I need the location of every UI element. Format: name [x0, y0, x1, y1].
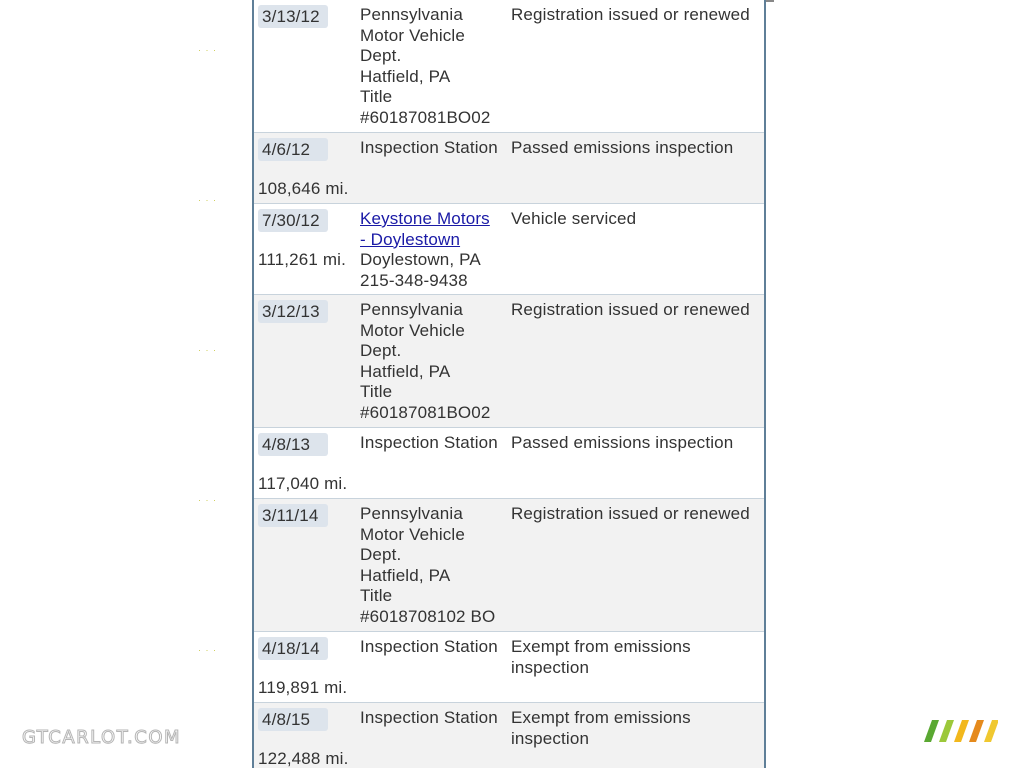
source-line: Hatfield, PA: [360, 66, 451, 86]
record-source: [360, 5, 508, 129]
comment-line: Registration issued or renewed: [511, 300, 750, 319]
source-line: Inspection Station: [360, 138, 498, 157]
record-mileage: 108,646 mi.: [258, 179, 349, 198]
record-source: [360, 300, 508, 424]
logo-stripe: [969, 720, 984, 742]
record-mileage: 117,040 mi.: [258, 474, 348, 493]
record-date-badge: 3/13/12: [258, 5, 328, 28]
logo-stripe: [924, 720, 939, 742]
source-line: Inspection Station: [360, 637, 498, 656]
record-comment: [511, 300, 761, 321]
side-dot-marker: · · ·: [198, 495, 217, 505]
record-date-badge: 7/30/12: [258, 209, 328, 232]
vehicle-history-table: [252, 0, 766, 768]
side-dot-marker: · · ·: [198, 45, 217, 55]
comment-line: Exempt from emissions: [511, 708, 691, 727]
striped-brand-logo-icon: [920, 720, 998, 742]
source-line: #60187081BO02: [360, 107, 491, 127]
source-line: Doylestown, PA: [360, 250, 481, 270]
source-line: Title: [360, 586, 393, 606]
record-date-badge: 4/8/15: [258, 708, 328, 731]
logo-stripe: [984, 720, 998, 742]
gtcarlot-watermark: GTCARLOT.COM: [22, 727, 182, 748]
source-line: Motor Vehicle: [360, 524, 465, 544]
history-record-row: [254, 499, 764, 632]
source-line: Dept.: [360, 341, 402, 361]
comment-line: Registration issued or renewed: [511, 5, 750, 24]
source-line: Pennsylvania: [360, 300, 463, 319]
history-record-row: [254, 295, 764, 428]
comment-line: Passed emissions inspection: [511, 138, 734, 157]
side-dot-marker: · · ·: [198, 345, 217, 355]
record-comment: [511, 5, 761, 26]
side-dot-marker: · · ·: [198, 195, 217, 205]
comment-line: inspection: [511, 728, 590, 748]
logo-stripe: [939, 720, 954, 742]
history-record-row: [254, 204, 764, 295]
record-source: [360, 138, 508, 159]
record-comment: [511, 637, 761, 678]
source-line: 215-348-9438: [360, 270, 468, 290]
record-comment: [511, 209, 761, 230]
source-link-line[interactable]: Keystone Motors: [360, 209, 490, 228]
record-date-badge: 4/6/12: [258, 138, 328, 161]
record-mileage: 122,488 mi.: [258, 749, 349, 768]
comment-line: Vehicle serviced: [511, 209, 637, 228]
record-source: [360, 637, 508, 658]
record-comment: [511, 708, 761, 749]
record-source: [360, 708, 508, 729]
history-record-row: [254, 703, 764, 768]
source-line: Pennsylvania: [360, 5, 463, 24]
record-date-badge: 4/8/13: [258, 433, 328, 456]
record-date-badge: 4/18/14: [258, 637, 328, 660]
source-link-line[interactable]: - Doylestown: [360, 229, 461, 249]
comment-line: Passed emissions inspection: [511, 433, 734, 452]
comment-line: inspection: [511, 657, 590, 677]
source-line: Hatfield, PA: [360, 565, 451, 585]
record-source: [360, 433, 508, 454]
comment-line: Registration issued or renewed: [511, 504, 750, 523]
source-line: Title: [360, 87, 393, 107]
source-line: Inspection Station: [360, 708, 498, 727]
source-line: #6018708102 BO: [360, 606, 496, 626]
source-line: Hatfield, PA: [360, 361, 451, 381]
record-source: [360, 209, 508, 291]
source-line: Dept.: [360, 46, 402, 66]
record-mileage: 119,891 mi.: [258, 678, 348, 697]
source-line: Title: [360, 382, 393, 402]
record-comment: [511, 433, 761, 454]
record-mileage: 111,261 mi.: [258, 250, 346, 269]
record-comment: [511, 504, 761, 525]
history-record-row: [254, 0, 764, 133]
logo-stripe: [954, 720, 969, 742]
source-line: Dept.: [360, 545, 402, 565]
history-record-row: [254, 632, 764, 703]
record-date-badge: 3/11/14: [258, 504, 328, 527]
source-line: Pennsylvania: [360, 504, 463, 523]
service-provider-link[interactable]: [360, 209, 508, 250]
side-dot-marker: · · ·: [198, 645, 217, 655]
record-source: [360, 504, 508, 628]
history-record-row: [254, 133, 764, 204]
record-date-badge: 3/12/13: [258, 300, 328, 323]
source-line: Motor Vehicle: [360, 320, 465, 340]
history-record-row: [254, 428, 764, 499]
comment-line: Exempt from emissions: [511, 637, 691, 656]
source-line: Motor Vehicle: [360, 25, 465, 45]
source-line: Inspection Station: [360, 433, 498, 452]
record-comment: [511, 138, 761, 159]
source-line: #60187081BO02: [360, 402, 491, 422]
